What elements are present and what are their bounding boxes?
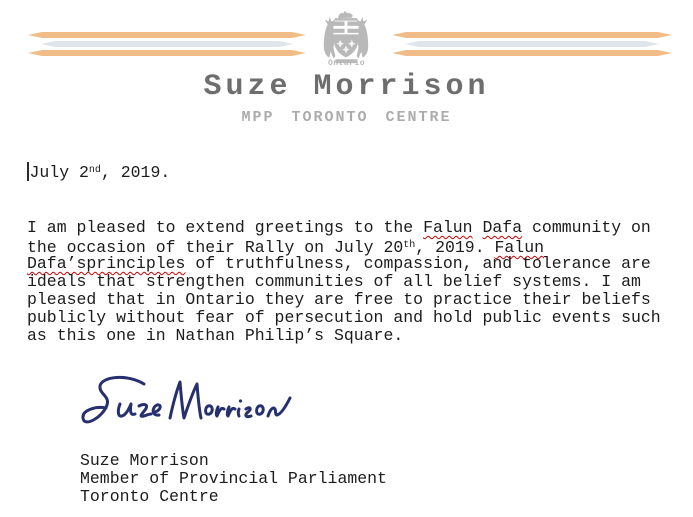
rule-bar — [392, 50, 672, 56]
text-segment: the occasion of their Rally on July 20 — [27, 238, 404, 257]
paragraph-line — [27, 291, 671, 309]
page-subtitle: MPP TORONTO CENTRE — [241, 109, 452, 126]
text-segment: , 2019. — [100, 163, 171, 182]
paragraph-line — [27, 309, 671, 327]
date-text — [30, 163, 171, 182]
text-segment: Falun — [423, 218, 473, 237]
text-segment: I am pleased to extend greetings to the — [27, 218, 424, 237]
text-segment: of truthfulness, compassion, and tolerance are — [185, 254, 651, 273]
date-line — [27, 162, 170, 182]
text-segment: Dafa’sprinciples — [27, 254, 186, 273]
rule-bar — [405, 41, 659, 47]
text-cursor — [27, 162, 29, 181]
signature — [76, 372, 316, 444]
paragraph-line — [27, 255, 671, 273]
text-segment — [473, 218, 483, 237]
ontario-coat-of-arms-icon — [312, 9, 380, 65]
text-segment: as this one in Nathan Philip’s Square. — [27, 326, 404, 345]
text-segment: Falun — [494, 238, 545, 257]
letterhead-rule-right — [392, 32, 672, 57]
paragraph-line — [27, 237, 671, 255]
text-segment: publicly without fear of persecution and hold public events such — [27, 308, 661, 327]
signature-block-line: Member of Provincial Parliament — [80, 469, 387, 488]
signature-block — [80, 452, 387, 506]
paragraph-line — [27, 273, 671, 291]
text-segment: Dafa — [482, 218, 523, 237]
paragraph-line — [27, 219, 671, 237]
rule-bar — [28, 32, 306, 38]
rule-bar — [28, 50, 306, 56]
page-title: Suze Morrison — [203, 70, 490, 104]
letter-body — [27, 219, 671, 345]
crest-caption: Ontario — [327, 59, 366, 68]
signature-block-line: Toronto Centre — [80, 487, 219, 506]
paragraph-line — [27, 327, 671, 345]
rule-bar — [41, 41, 293, 47]
signature-block-line: Suze Morrison — [80, 451, 209, 470]
text-segment: community on — [522, 218, 651, 237]
letterhead-rule-left — [28, 32, 306, 57]
text-segment: , 2019. — [415, 238, 495, 257]
text-segment: pleased that in Ontario they are free to practice their beliefs — [27, 290, 651, 309]
text-segment: ideals that strengthen communities of all belief systems. I am — [27, 272, 641, 291]
text-segment: nd — [88, 165, 101, 176]
text-segment: th — [403, 240, 416, 251]
text-segment: July 2 — [29, 163, 89, 182]
rule-bar — [392, 32, 672, 38]
